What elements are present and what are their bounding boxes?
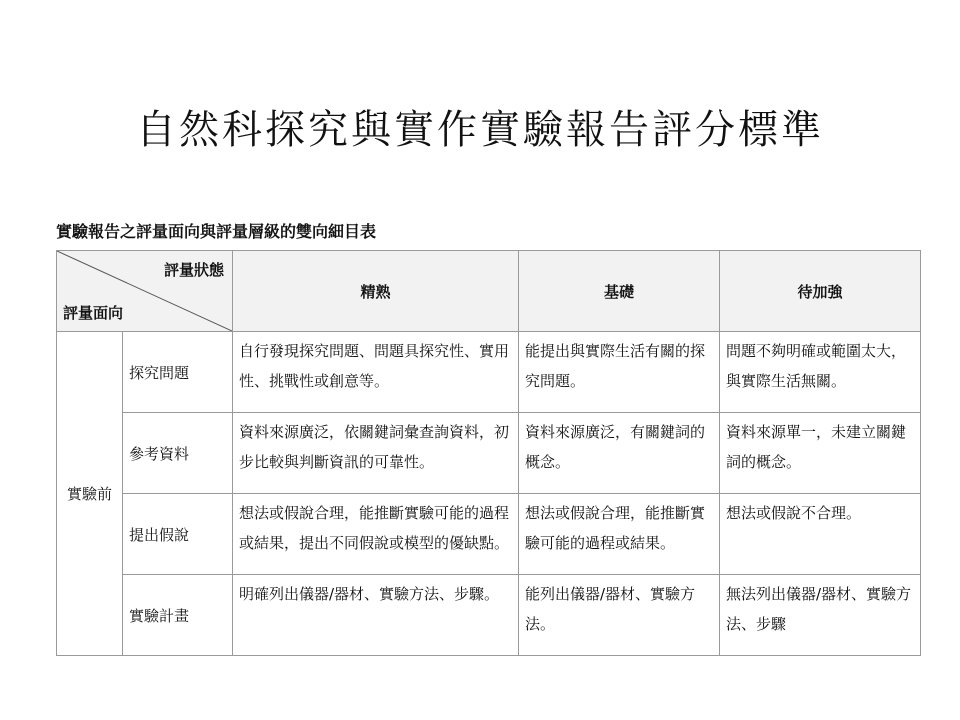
row-label: 提出假說	[123, 494, 233, 575]
table-row	[57, 494, 921, 575]
column-header-needs-improvement: 待加強	[720, 251, 921, 332]
corner-bottom-label: 評量面向	[63, 304, 124, 322]
corner-top-label: 評量狀態	[163, 261, 224, 279]
header-row	[57, 251, 921, 332]
corner-header-cell	[57, 251, 233, 332]
table-cell: 能列出儀器/器材、實驗方法。	[519, 575, 720, 656]
table-cell: 資料來源廣泛，依關鍵詞彙查詢資料，初步比較與判斷資訊的可靠性。	[233, 413, 519, 494]
row-label: 實驗計畫	[123, 575, 233, 656]
column-header-basic: 基礎	[519, 251, 720, 332]
table-cell: 自行發現探究問題、問題具探究性、實用性、挑戰性或創意等。	[233, 332, 519, 413]
row-label: 探究問題	[123, 332, 233, 413]
table-row	[57, 332, 921, 413]
column-header-proficient: 精熟	[233, 251, 519, 332]
table-cell: 問題不夠明確或範圍太大，與實際生活無關。	[720, 332, 921, 413]
table-cell: 資料來源單一，未建立關鍵詞的概念。	[720, 413, 921, 494]
row-label: 參考資料	[123, 413, 233, 494]
table-cell: 想法或假說不合理。	[720, 494, 921, 575]
table-cell: 能提出與實際生活有關的探究問題。	[519, 332, 720, 413]
stage-label: 實驗前	[57, 332, 123, 656]
table-cell: 資料來源廣泛，有關鍵詞的概念。	[519, 413, 720, 494]
rubric-table	[56, 250, 921, 656]
table-cell: 想法或假說合理，能推斷實驗可能的過程或結果，提出不同假說或模型的優缺點。	[233, 494, 519, 575]
table-caption: 實驗報告之評量面向與評量層級的雙向細目表	[56, 222, 377, 241]
table-cell: 明確列出儀器/器材、實驗方法、步驟。	[233, 575, 519, 656]
table-row	[57, 413, 921, 494]
page-title: 自然科探究與實作實驗報告評分標準	[136, 107, 824, 153]
table-cell: 想法或假說合理，能推斷實驗可能的過程或結果。	[519, 494, 720, 575]
table-cell: 無法列出儀器/器材、實驗方法、步驟	[720, 575, 921, 656]
table-row	[57, 575, 921, 656]
